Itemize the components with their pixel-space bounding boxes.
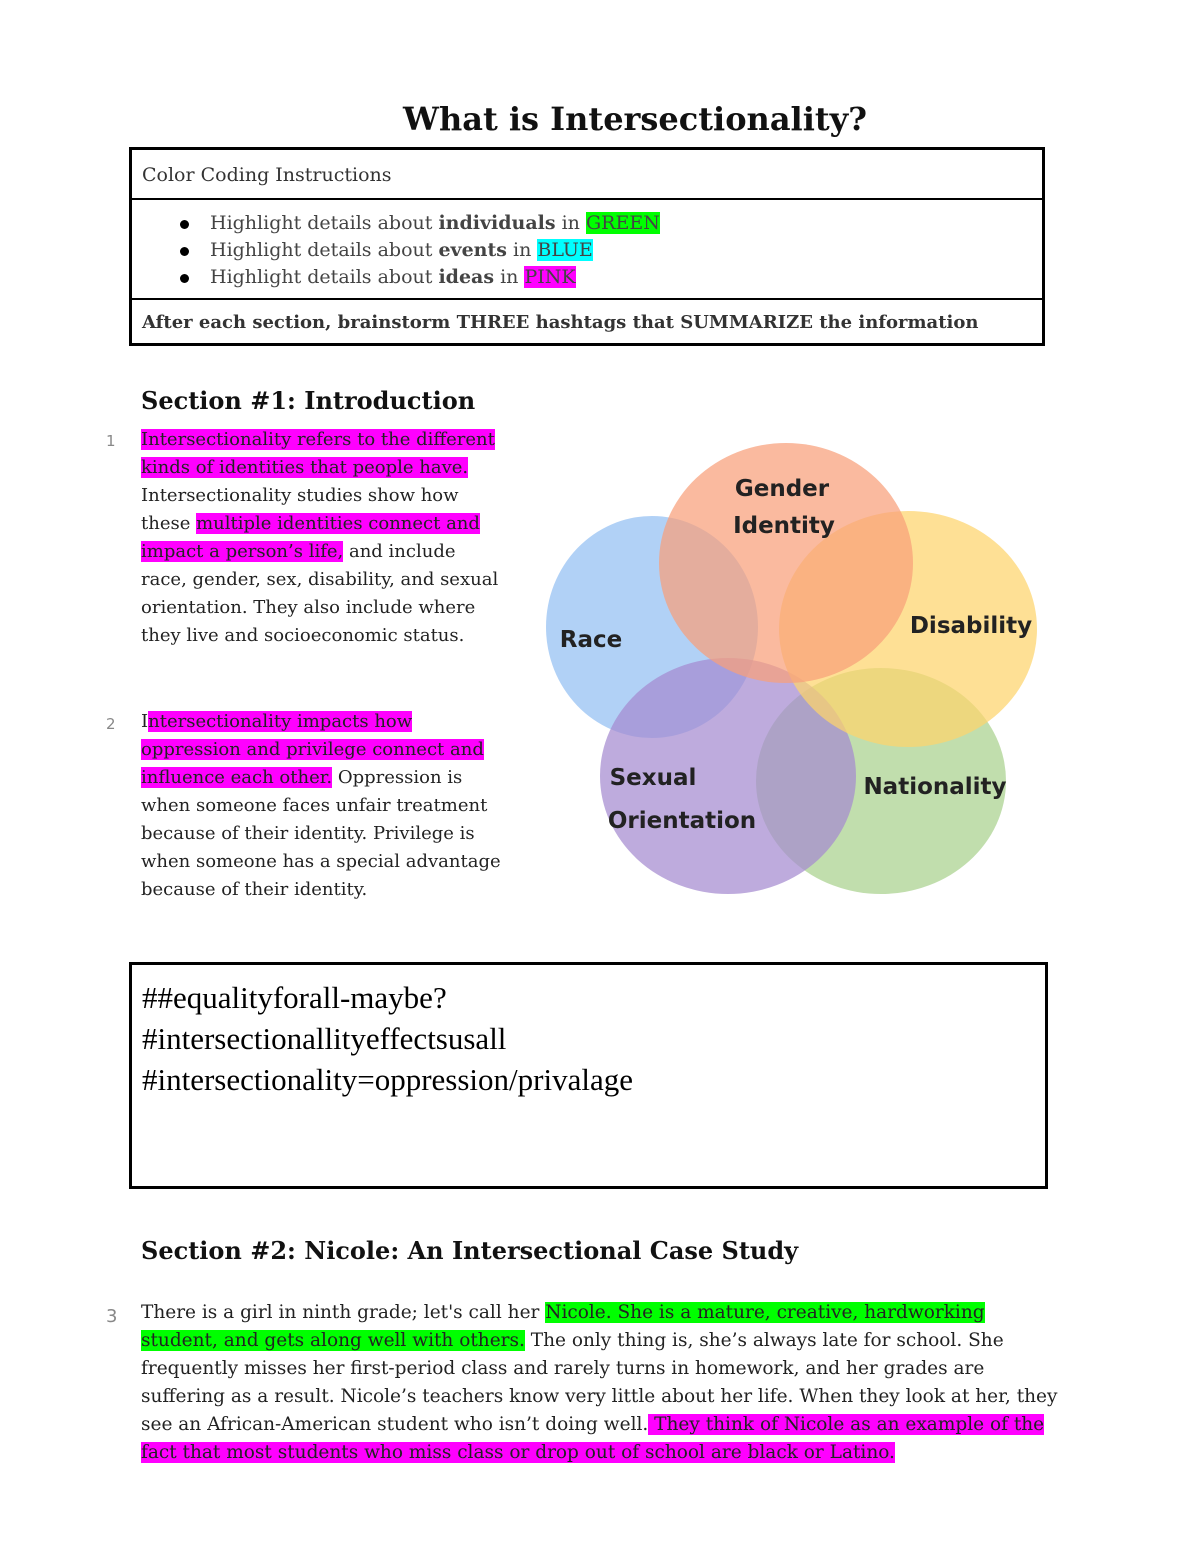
venn-label-identity: Identity: [733, 513, 835, 539]
venn-label-disability: Disability: [909, 613, 1033, 639]
venn-label-nationality: Nationality: [863, 774, 1007, 800]
section-2-heading: Section #2: Nicole: An Intersectional Case Study: [141, 1236, 799, 1265]
hashtag-line: #intersectionality=oppression/privalage: [142, 1062, 633, 1097]
color-coding-instructions-box: [129, 147, 1045, 346]
instruction-item-pink: Highlight details about ideas in PINK: [210, 264, 1042, 291]
section-2-paragraph-3: There is a girl in ninth grade; let's call her Nicole. She is a mature, creative, hardworking student, and gets along well with others. The only thing is, she’s always late for school. She frequently misses her first-period class and rarely turns in homework, and her grades are suffering as a result. Nicole’s teachers know very little about her life. When they look at her, they see an African-American student who isn’t doing well. They think of Nicole as an example of the fact that most students who miss class or drop out of school are black or Latino.: [141, 1302, 1058, 1463]
instructions-header: Color Coding Instructions: [132, 150, 1042, 200]
venn-label-gender: Gender: [734, 476, 830, 502]
section-1-paragraph-1: Intersectionality refers to the different kinds of identities that people have. Intersectionality studies show how these multiple identities connect and impact a person’s life, and include race, gender, sex, disability, and sexual orientation. They also include where they live and socioeconomic status.: [141, 429, 499, 646]
hashtag-line: ##equalityforall-maybe?: [142, 980, 447, 1015]
instruction-item-blue: Highlight details about events in BLUE: [210, 237, 1042, 264]
highlight-idea: ntersectionality impacts how oppression and privilege connect and influence each other.: [141, 711, 484, 788]
instruction-keyword: individuals: [438, 212, 556, 234]
venn-label-sexual: Sexual: [609, 765, 697, 791]
highlight-idea: They think of Nicole as an example of the fact that most students who miss class or drop out of school are black or Latino.: [141, 1414, 1045, 1463]
blue-highlight-label: BLUE: [537, 239, 593, 261]
paragraph-number-1: 1: [106, 432, 116, 450]
section-1-paragraph-2: Intersectionality impacts how oppression and privilege connect and influence each other. Oppression is when someone faces unfair treatment because of their identity. Privilege is when someone has a special advantage because of their identity.: [141, 711, 501, 900]
instructions-footer: After each section, brainstorm THREE hashtags that SUMMARIZE the information: [142, 312, 979, 333]
paragraph-number-3: 3: [106, 1306, 118, 1327]
green-highlight-label: GREEN: [585, 212, 660, 234]
section-1-heading: Section #1: Introduction: [141, 386, 476, 415]
hashtag-answer-box[interactable]: [129, 962, 1048, 1189]
instruction-keyword: ideas: [438, 266, 495, 288]
instructions-list-container: [132, 200, 1042, 300]
pink-highlight-label: PINK: [524, 266, 576, 288]
highlight-individual: Nicole. She is a mature, creative, hardworking student, and gets along well with others.: [141, 1302, 985, 1351]
venn-label-race: Race: [559, 627, 623, 653]
highlight-idea: Intersectionality refers to the different kinds of identities that people have.: [141, 429, 495, 478]
venn-label-orientation: Orientation: [607, 808, 757, 834]
instructions-list: [142, 210, 1042, 291]
instruction-keyword: events: [438, 239, 507, 261]
hashtag-line: #intersectionallityeffectsusall: [142, 1021, 507, 1056]
highlight-idea: multiple identities connect and impact a person’s life,: [141, 513, 480, 562]
paragraph-number-2: 2: [106, 715, 116, 733]
intersectionality-venn-diagram: [540, 440, 1060, 910]
page-title: What is Intersectionality?: [403, 100, 867, 138]
instruction-item-green: Highlight details about individuals in GREEN: [210, 210, 1042, 237]
